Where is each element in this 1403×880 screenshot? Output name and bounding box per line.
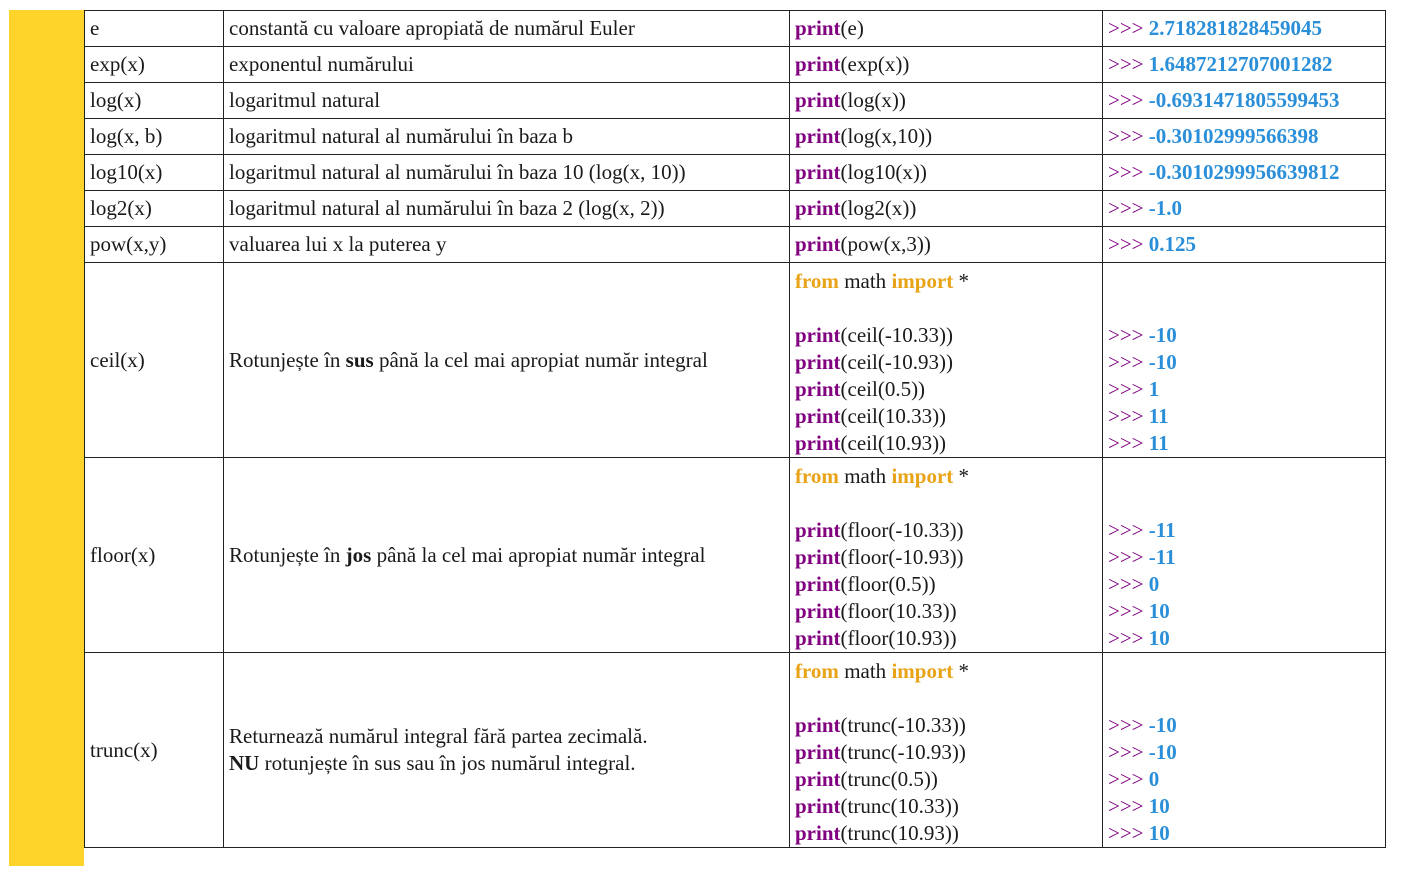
table-row <box>85 653 1386 848</box>
print-keyword: print <box>795 821 841 845</box>
table-row <box>85 191 1386 227</box>
output-line <box>1108 403 1380 430</box>
code-cell <box>790 119 1103 155</box>
code-line <box>795 571 1097 598</box>
function-name: e <box>90 16 100 40</box>
code-cell <box>790 11 1103 47</box>
output-prompt: >>> <box>1108 626 1144 650</box>
output-value: 10 <box>1148 794 1170 818</box>
output-value: -0.6931471805599453 <box>1148 88 1340 112</box>
code-line <box>795 376 1097 403</box>
output-prompt: >>> <box>1108 599 1144 623</box>
function-description: logaritmul natural al numărului în baza 2 (log(x, 2)) <box>229 196 665 220</box>
output-line <box>1108 739 1380 766</box>
print-keyword: print <box>795 545 841 569</box>
output-value: -10 <box>1148 713 1177 737</box>
print-keyword: print <box>795 88 841 112</box>
output-value: 1.6487212707001282 <box>1148 52 1333 76</box>
function-description: valuarea lui x la puterea y <box>229 232 447 256</box>
function-name: pow(x,y) <box>90 232 167 256</box>
function-name-cell <box>85 653 224 848</box>
import-line <box>795 463 1097 490</box>
description-line <box>229 723 784 750</box>
table-row <box>85 47 1386 83</box>
code-cell <box>790 47 1103 83</box>
print-keyword: print <box>795 599 841 623</box>
description-line <box>229 750 784 777</box>
output-prompt: >>> <box>1108 88 1144 112</box>
print-argument: (pow(x,3)) <box>840 232 931 256</box>
table-row <box>85 458 1386 653</box>
output-line <box>1108 544 1380 571</box>
description-cell <box>224 227 790 263</box>
function-name: trunc(x) <box>90 737 158 762</box>
print-keyword: print <box>795 52 841 76</box>
output-cell <box>1103 47 1386 83</box>
output-prompt: >>> <box>1108 377 1144 401</box>
output-value: -10 <box>1148 323 1177 347</box>
output-cell <box>1103 11 1386 47</box>
print-argument: (log(x)) <box>840 88 906 112</box>
function-name: log(x, b) <box>90 124 163 148</box>
code-cell <box>790 83 1103 119</box>
print-keyword: print <box>795 350 841 374</box>
description-text: până la cel mai apropiat număr integral <box>371 542 706 567</box>
print-argument: (trunc(10.33)) <box>840 794 959 818</box>
function-name-cell <box>85 227 224 263</box>
output-prompt: >>> <box>1108 196 1144 220</box>
print-keyword: print <box>795 377 841 401</box>
output-cell <box>1103 653 1386 848</box>
blank-line <box>795 490 1097 517</box>
output-value: 11 <box>1148 404 1169 428</box>
output-line <box>1108 625 1380 652</box>
output-value: -10 <box>1148 350 1177 374</box>
table-row <box>85 83 1386 119</box>
print-argument: (ceil(10.93)) <box>840 431 947 455</box>
blank-line <box>795 295 1097 322</box>
output-value: -11 <box>1148 518 1176 542</box>
output-line <box>1108 820 1380 847</box>
print-argument: (ceil(10.33)) <box>840 404 947 428</box>
output-spacer <box>1108 263 1380 322</box>
function-name-cell <box>85 47 224 83</box>
description-cell <box>224 47 790 83</box>
description-emphasis: sus <box>345 347 374 372</box>
code-cell <box>790 458 1103 653</box>
print-keyword: print <box>795 124 841 148</box>
output-prompt: >>> <box>1108 518 1144 542</box>
code-cell <box>790 653 1103 848</box>
output-cell <box>1103 263 1386 458</box>
function-name: floor(x) <box>90 542 156 567</box>
code-cell <box>790 227 1103 263</box>
print-argument: (floor(10.33)) <box>840 599 957 623</box>
print-keyword: print <box>795 572 841 596</box>
output-prompt: >>> <box>1108 794 1144 818</box>
output-value: 10 <box>1148 821 1170 845</box>
print-argument: (log2(x)) <box>840 196 917 220</box>
print-keyword: print <box>795 160 841 184</box>
print-argument: (ceil(-10.93)) <box>840 350 954 374</box>
output-value: 0 <box>1148 572 1160 596</box>
output-prompt: >>> <box>1108 323 1144 347</box>
output-cell <box>1103 83 1386 119</box>
output-value: 0 <box>1148 767 1160 791</box>
function-name: log2(x) <box>90 196 152 220</box>
import-keyword: import <box>891 659 954 683</box>
description-cell <box>224 191 790 227</box>
output-value: -0.3010299956639812 <box>1148 160 1340 184</box>
blank-line <box>795 685 1097 712</box>
output-prompt: >>> <box>1108 767 1144 791</box>
print-argument: (floor(10.93)) <box>840 626 957 650</box>
print-keyword: print <box>795 431 841 455</box>
output-cell <box>1103 458 1386 653</box>
output-prompt: >>> <box>1108 16 1144 40</box>
code-line <box>795 430 1097 457</box>
print-argument: (log10(x)) <box>840 160 927 184</box>
description-cell <box>224 119 790 155</box>
print-keyword: print <box>795 740 841 764</box>
print-keyword: print <box>795 404 841 428</box>
module-name: math <box>844 269 887 293</box>
print-argument: (floor(0.5)) <box>840 572 936 596</box>
code-line <box>795 598 1097 625</box>
print-keyword: print <box>795 713 841 737</box>
import-line <box>795 658 1097 685</box>
function-name: ceil(x) <box>90 347 145 372</box>
output-prompt: >>> <box>1108 431 1144 455</box>
math-functions-table <box>84 10 1386 848</box>
output-prompt: >>> <box>1108 821 1144 845</box>
output-line <box>1108 598 1380 625</box>
output-value: -1.0 <box>1148 196 1183 220</box>
function-name-cell <box>85 458 224 653</box>
description-emphasis: NU <box>229 751 260 775</box>
print-argument: (log(x,10)) <box>840 124 933 148</box>
output-prompt: >>> <box>1108 713 1144 737</box>
output-value: 10 <box>1148 626 1170 650</box>
output-value: 10 <box>1148 599 1170 623</box>
description-cell <box>224 155 790 191</box>
output-cell <box>1103 119 1386 155</box>
output-cell <box>1103 227 1386 263</box>
description-cell <box>224 11 790 47</box>
output-cell <box>1103 191 1386 227</box>
output-spacer <box>1108 653 1380 712</box>
print-keyword: print <box>795 626 841 650</box>
output-prompt: >>> <box>1108 124 1144 148</box>
output-prompt: >>> <box>1108 350 1144 374</box>
output-prompt: >>> <box>1108 232 1144 256</box>
output-value: -11 <box>1148 545 1176 569</box>
print-keyword: print <box>795 232 841 256</box>
import-star: * <box>958 464 970 488</box>
print-keyword: print <box>795 518 841 542</box>
print-argument: (trunc(-10.33)) <box>840 713 966 737</box>
import-keyword: import <box>891 464 954 488</box>
output-value: 0.125 <box>1148 232 1197 256</box>
description-text: rotunjește în sus sau în jos numărul integral. <box>259 751 636 775</box>
code-line <box>795 739 1097 766</box>
function-name-cell <box>85 263 224 458</box>
description-cell <box>224 458 790 653</box>
output-value: -0.30102999566398 <box>1148 124 1319 148</box>
output-value: 2.718281828459045 <box>1148 16 1323 40</box>
print-argument: (ceil(-10.33)) <box>840 323 954 347</box>
print-argument: (floor(-10.93)) <box>840 545 964 569</box>
yellow-sidebar <box>9 10 84 866</box>
output-value: -10 <box>1148 740 1177 764</box>
print-argument: (floor(-10.33)) <box>840 518 964 542</box>
description-cell <box>224 83 790 119</box>
output-line <box>1108 712 1380 739</box>
module-name: math <box>844 659 887 683</box>
print-keyword: print <box>795 323 841 347</box>
import-star: * <box>958 659 970 683</box>
print-argument: (trunc(10.93)) <box>840 821 959 845</box>
print-keyword: print <box>795 794 841 818</box>
table-row <box>85 263 1386 458</box>
print-keyword: print <box>795 16 841 40</box>
function-name-cell <box>85 155 224 191</box>
code-line <box>795 820 1097 847</box>
code-cell <box>790 191 1103 227</box>
function-name-cell <box>85 11 224 47</box>
output-value: 11 <box>1148 431 1169 455</box>
import-star: * <box>958 269 970 293</box>
code-cell <box>790 155 1103 191</box>
from-keyword: from <box>795 464 839 488</box>
output-prompt: >>> <box>1108 404 1144 428</box>
print-argument: (trunc(-10.93)) <box>840 740 966 764</box>
output-line <box>1108 322 1380 349</box>
code-line <box>795 712 1097 739</box>
print-argument: (e) <box>840 16 864 40</box>
function-name-cell <box>85 83 224 119</box>
description-cell <box>224 653 790 848</box>
print-argument: (trunc(0.5)) <box>840 767 938 791</box>
code-cell <box>790 263 1103 458</box>
function-name: exp(x) <box>90 52 145 76</box>
description-text: Returnează numărul integral fără partea zecimală. <box>229 724 648 748</box>
output-line <box>1108 517 1380 544</box>
code-line <box>795 403 1097 430</box>
description-emphasis: jos <box>345 542 372 567</box>
print-argument: (ceil(0.5)) <box>840 377 926 401</box>
function-description: exponentul numărului <box>229 52 414 76</box>
output-cell <box>1103 155 1386 191</box>
table-row <box>85 227 1386 263</box>
function-description: logaritmul natural al numărului în baza b <box>229 124 574 148</box>
output-line <box>1108 571 1380 598</box>
table-row <box>85 119 1386 155</box>
function-description: logaritmul natural <box>229 88 381 112</box>
output-prompt: >>> <box>1108 572 1144 596</box>
function-name: log10(x) <box>90 160 163 184</box>
output-line <box>1108 793 1380 820</box>
output-prompt: >>> <box>1108 545 1144 569</box>
import-keyword: import <box>891 269 954 293</box>
output-value: 1 <box>1148 377 1160 401</box>
description-text: Rotunjește în <box>229 347 346 372</box>
table-row <box>85 11 1386 47</box>
code-line <box>795 793 1097 820</box>
table-row <box>85 155 1386 191</box>
code-line <box>795 322 1097 349</box>
output-line <box>1108 349 1380 376</box>
description-cell <box>224 263 790 458</box>
from-keyword: from <box>795 269 839 293</box>
function-name-cell <box>85 119 224 155</box>
output-line <box>1108 766 1380 793</box>
code-line <box>795 349 1097 376</box>
module-name: math <box>844 464 887 488</box>
code-line <box>795 766 1097 793</box>
output-line <box>1108 376 1380 403</box>
output-prompt: >>> <box>1108 52 1144 76</box>
print-argument: (exp(x)) <box>840 52 910 76</box>
function-description: constantă cu valoare apropiată de numărul Euler <box>229 16 635 40</box>
output-spacer <box>1108 458 1380 517</box>
description-text: Rotunjește în <box>229 542 346 567</box>
print-keyword: print <box>795 196 841 220</box>
output-prompt: >>> <box>1108 740 1144 764</box>
print-keyword: print <box>795 767 841 791</box>
function-name-cell <box>85 191 224 227</box>
code-line <box>795 517 1097 544</box>
from-keyword: from <box>795 659 839 683</box>
table-body <box>85 11 1386 848</box>
output-line <box>1108 430 1380 457</box>
function-name: log(x) <box>90 88 142 112</box>
code-line <box>795 625 1097 652</box>
description-text: până la cel mai apropiat număr integral <box>373 347 708 372</box>
output-prompt: >>> <box>1108 160 1144 184</box>
code-line <box>795 544 1097 571</box>
function-description: logaritmul natural al numărului în baza 10 (log(x, 10)) <box>229 160 686 184</box>
import-line <box>795 268 1097 295</box>
